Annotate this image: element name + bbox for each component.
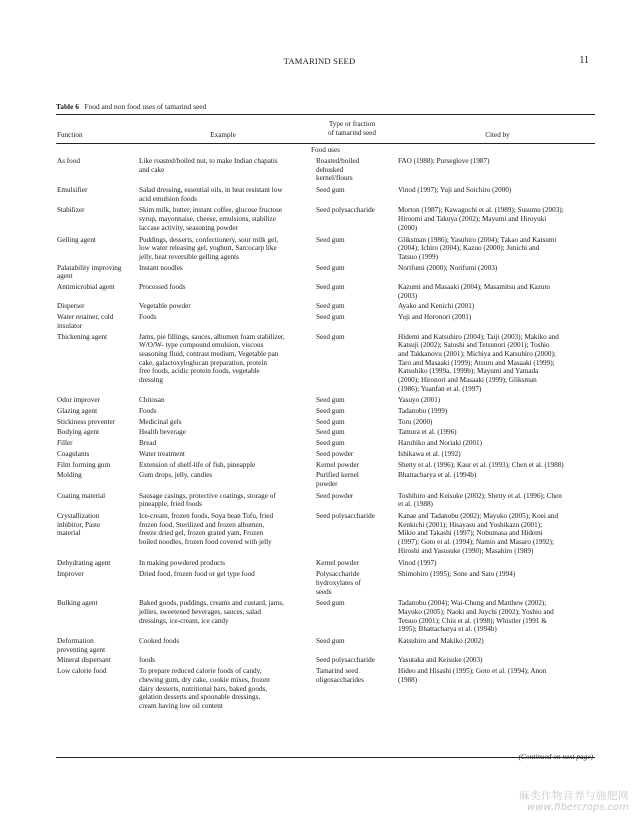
table-top-rule (56, 114, 595, 115)
cell-type: Seed gum (316, 283, 345, 292)
cell-function: Bulking agent (57, 599, 98, 608)
cell-example: Ice-cream, frozen foods, Soya bean Tofu, fried frozen food, Sterilized and frozen albumen, freeze dried gel, frozen grated yam, Frozen boiled noodles, frozen food covered with jelly (139, 512, 274, 547)
cell-cited: Tamura et al. (1996) (398, 428, 457, 437)
table-caption-text: Food and non food uses of tamarind seed (84, 102, 207, 111)
cell-cited: Toru (2000) (398, 417, 433, 426)
table-row (56, 186, 595, 203)
cell-cited: Shetty et al. (1996); Kaur et al. (1993); Chen et al. (1988) (398, 460, 564, 469)
cell-example: Like roasted/boiled nut, to make Indian chapatis and cake (139, 157, 278, 174)
cell-cited: Morton (1987); Kawaguchi et al. (1989); Susumu (2003); Hiroomi and Takuya (2002); Mayumi and Hiroyuki (2000) (398, 206, 564, 232)
table-row (56, 407, 595, 416)
cell-function: Coating material (57, 491, 106, 500)
cell-example: Medicinal gels (139, 417, 182, 426)
cell-cited: Yasuyo (2001) (398, 396, 441, 405)
cell-function: Water retainer, cold insulator (57, 313, 114, 330)
cell-function: Mineral dispersant (57, 656, 111, 665)
cell-example: Salad dressing, essential oils, in heat resistant low acid emulsion foods (139, 186, 283, 203)
cell-type: Seed gum (316, 637, 345, 646)
cell-type: Tamarind seed oligosaccharides (316, 667, 364, 684)
cell-function: Thickening agent (57, 332, 108, 341)
cell-function: Bodying agent (57, 428, 100, 437)
cell-example: Health beverage (139, 428, 186, 437)
table-row (56, 637, 595, 654)
cell-cited: Vinod (1997); Yuji and Soichiro (2000) (398, 186, 512, 195)
table-row (56, 396, 595, 405)
cell-example: Processed foods (139, 283, 186, 292)
table-row (56, 283, 595, 300)
table-bottom-rule (56, 757, 595, 758)
page-number: 11 (579, 55, 589, 66)
cell-example: Water treatment (139, 449, 185, 458)
column-header-example: Example (210, 131, 236, 139)
cell-type: Roasted/boiled dehusked kernel/flours (316, 157, 360, 183)
cell-example: Cooked foods (139, 637, 180, 646)
cell-type: Seed gum (316, 302, 345, 311)
cell-type: Kernel powder (316, 558, 359, 567)
cell-example: Sausage casings, protective coatings, storage of pineapple, fried foods (139, 491, 276, 509)
cell-function: Gelling agent (57, 235, 96, 244)
cell-example: Foods (139, 313, 157, 322)
cell-example: In making powdered products (139, 558, 226, 567)
cell-type: Seed gum (316, 313, 345, 322)
table-row (56, 439, 595, 448)
cell-type: Kernel powder (316, 460, 359, 469)
cell-type: Seed powder (316, 449, 354, 458)
cell-cited: Hidemi and Katsuhiro (2004); Taiji (2003); Makiko and Katsuji (2002); Satoshi and Tetsunori (2001); Toshio and Takkanovu (2001); Michiya and Katsuhiro (2000); Taro and Masaaki (1999); Atsuro and Masaaki (1999); Katsuhiko (1999a, 1999b); Mayumi and Yamada (2000); Hironori and Masaaki (1999); Gliksman (1986); Yuanfan et al. (1997) (398, 332, 559, 393)
cell-cited: Tadanobu (1999) (398, 407, 448, 416)
cell-type: Seed gum (316, 186, 345, 195)
continued-note: (Continued on next page) (518, 752, 593, 761)
cell-type: Purified kernel powder (316, 471, 359, 488)
table-row (56, 471, 595, 488)
table-row (56, 656, 595, 665)
table-row (56, 559, 595, 568)
cell-function: Filler (57, 439, 73, 448)
cell-type: Seed powder (316, 491, 354, 500)
cell-cited: Haruhiko and Noriaki (2001) (398, 439, 483, 448)
cell-function: Film forming gum (57, 460, 111, 469)
cell-type: Seed gum (316, 599, 345, 608)
cell-example: foods (139, 656, 155, 665)
cell-type: Seed gum (316, 407, 345, 416)
cell-cited: Toshihiro and Keisuke (2002); Shetty et al. (1996); Chen et al. (1988) (398, 491, 562, 509)
cell-example: Puddings, desserts, confectionery, sour milk gel, low water releasing gel, yoghurt, Sarcocarp like jelly, heat reversible gelling agents (139, 235, 279, 261)
cell-example: Foods (139, 407, 157, 416)
cell-cited: FAO (1988); Purseglove (1987) (398, 157, 490, 165)
cell-example: Chitosan (139, 396, 165, 405)
cell-example: Jams, pie fillings, sauces, albumen foam stabilizer, W/O/W- type compound emulsion, viscous seasoning fluid, contrast medium, Vegetable pan cake, galactoxyloglucan preparation, protein free foods, acidic protein foods, vegetable dressing (139, 332, 285, 385)
cell-type: Seed gum (316, 417, 345, 426)
cell-example: Baked goods, puddings, creams and custard, jams, jellies, sweetened beverages, sauces, salad dressings, ice-cream, ice candy (139, 599, 284, 625)
cell-cited: Kazumi and Masaaki (2004); Masamitsu and Kazuto (2003) (398, 283, 551, 300)
group-heading-food-uses: Food uses (311, 146, 340, 154)
cell-function: Crystallization inhibitor, Paste material (57, 512, 101, 538)
watermark-url: www.fibercrops.com (527, 802, 629, 813)
cell-function: Antimicrobial agent (57, 283, 115, 292)
column-header-function: Function (57, 131, 83, 139)
table-caption (56, 102, 206, 111)
cell-function: Molding (57, 471, 82, 480)
running-title: TAMARIND SEED (283, 56, 356, 66)
cell-cited: Bhattacharya et al. (1994b) (398, 471, 477, 480)
table-row (56, 428, 595, 437)
cell-function: Disperser (57, 302, 85, 311)
cell-function: Stabilizer (57, 206, 85, 215)
cell-cited: Norifumi (2000); Norifumi (2003) (398, 263, 498, 272)
cell-cited: Ayako and Kenichi (2001) (398, 302, 475, 311)
cell-example: Bread (139, 439, 157, 448)
cell-example: Instant noodles (139, 263, 183, 272)
cell-example: Vegetable powder (139, 302, 191, 311)
column-header-cited-by: Cited by (485, 131, 510, 139)
watermark-site-name: 麻类作物营养与施肥网 (519, 790, 629, 802)
cell-example: To prepare reduced calorie foods of candy, chewing gum, dry cake, cookie mixes, frozen dairy desserts, nutritional bars, baked goods, gelation desserts and spoonable dressings, cream having low oil content (139, 667, 270, 710)
table-row (56, 450, 595, 459)
cell-type: Seed polysaccharide (316, 206, 375, 215)
cell-cited: Kanae and Tadanobu (2002); Mayuko (2005); Koei and Kenkichi (2001); Hisayasu and Yoshikazu (2001); Mikio and Takashi (1997); Nobumasa and Hidemi (1997); Goto et al. (1994); Namio and Masaro (1992); Hiroshi and Yasusuke (1990); Masahiro (1989) (398, 512, 559, 555)
cell-cited: Yasutaka and Keisuke (2003) (398, 656, 483, 665)
table-body (56, 157, 595, 713)
table-row (56, 570, 595, 596)
cell-cited: Ishikawa et al. (1992) (398, 449, 461, 458)
table-caption-label: Table 6 (56, 102, 79, 111)
cell-type: Seed polysaccharide (316, 656, 375, 665)
cell-example: Skim milk, butter, instant coffee, glucose fructose syrup, mayonnaise, cheese, emulsions, stabilize laccase activity, seasoning powder (139, 206, 283, 232)
table-row (56, 512, 595, 556)
table-row (56, 236, 595, 262)
cell-cited: Tadanobu (2004); Wai-Chung and Matthew (2002); Mayuko (2005); Naoki and Juychi (2002); Yoshio and Tetsuo (2001); Chiu et al. (1998); Whistler (1991 & 1995); Bhattacharya et al. (1994b) (398, 599, 554, 634)
cell-function: Stickiness preventer (57, 417, 116, 426)
cell-function: Deformation preventing agent (57, 637, 106, 654)
cell-example: Dried food, frozen food or gel type food (139, 570, 255, 579)
running-header (0, 56, 639, 68)
table-row (56, 333, 595, 394)
cell-function: Glazing agent (57, 407, 98, 416)
table-header-rule (56, 143, 595, 144)
cell-cited: Yuji and Horonori (2001) (398, 313, 472, 322)
cell-cited: Vinod (1997) (398, 558, 437, 567)
cell-function: Low calorie food (57, 667, 107, 676)
column-header-type: Type or fraction of tamarind seed (328, 120, 376, 137)
cell-type: Seed gum (316, 263, 345, 272)
cell-function: Improver (57, 570, 84, 579)
table-row (56, 313, 595, 330)
cell-function: Dehydrating agent (57, 558, 111, 567)
table-row (56, 461, 595, 470)
cell-function: As food (57, 157, 80, 165)
cell-function: Palatability improving agent (57, 263, 122, 281)
cell-function: Emulsifier (57, 186, 88, 195)
cell-type: Seed polysaccharide (316, 512, 375, 521)
table-row (56, 264, 595, 281)
cell-function: Coagulants (57, 449, 90, 458)
table-row (56, 599, 595, 634)
cell-example: Extension of shelf-life of fish, pineapple (139, 460, 256, 469)
cell-cited: Shimohiro (1995); Sone and Sato (1994) (398, 570, 516, 579)
cell-function: Odor improver (57, 396, 100, 405)
cell-type: Seed gum (316, 332, 345, 341)
cell-example: Gum drops, jelly, candies (139, 471, 213, 480)
cell-cited: Katsuhiro and Makiko (2002) (398, 637, 484, 646)
watermark (519, 790, 629, 814)
table-row (56, 418, 595, 427)
cell-type: Polysaccharide hydroxylates of seeds (316, 570, 361, 596)
table-row (56, 492, 595, 509)
table-row (56, 206, 595, 232)
cell-type: Seed gum (316, 235, 345, 244)
cell-cited: Gliksman (1986); Yasuhiro (2004); Takao and Katsumi (2004); Ichiro (2004); Kazuo (2000); Junichi and Tatsuo (1999) (398, 235, 557, 261)
cell-type: Seed gum (316, 396, 345, 405)
cell-type: Seed gum (316, 428, 345, 437)
cell-type: Seed gum (316, 439, 345, 448)
table-row (56, 157, 595, 183)
table-row (56, 302, 595, 311)
table-row (56, 667, 595, 711)
cell-cited: Hideo and Hisashi (1995); Goto et al. (1994); Anon (1988) (398, 667, 547, 684)
